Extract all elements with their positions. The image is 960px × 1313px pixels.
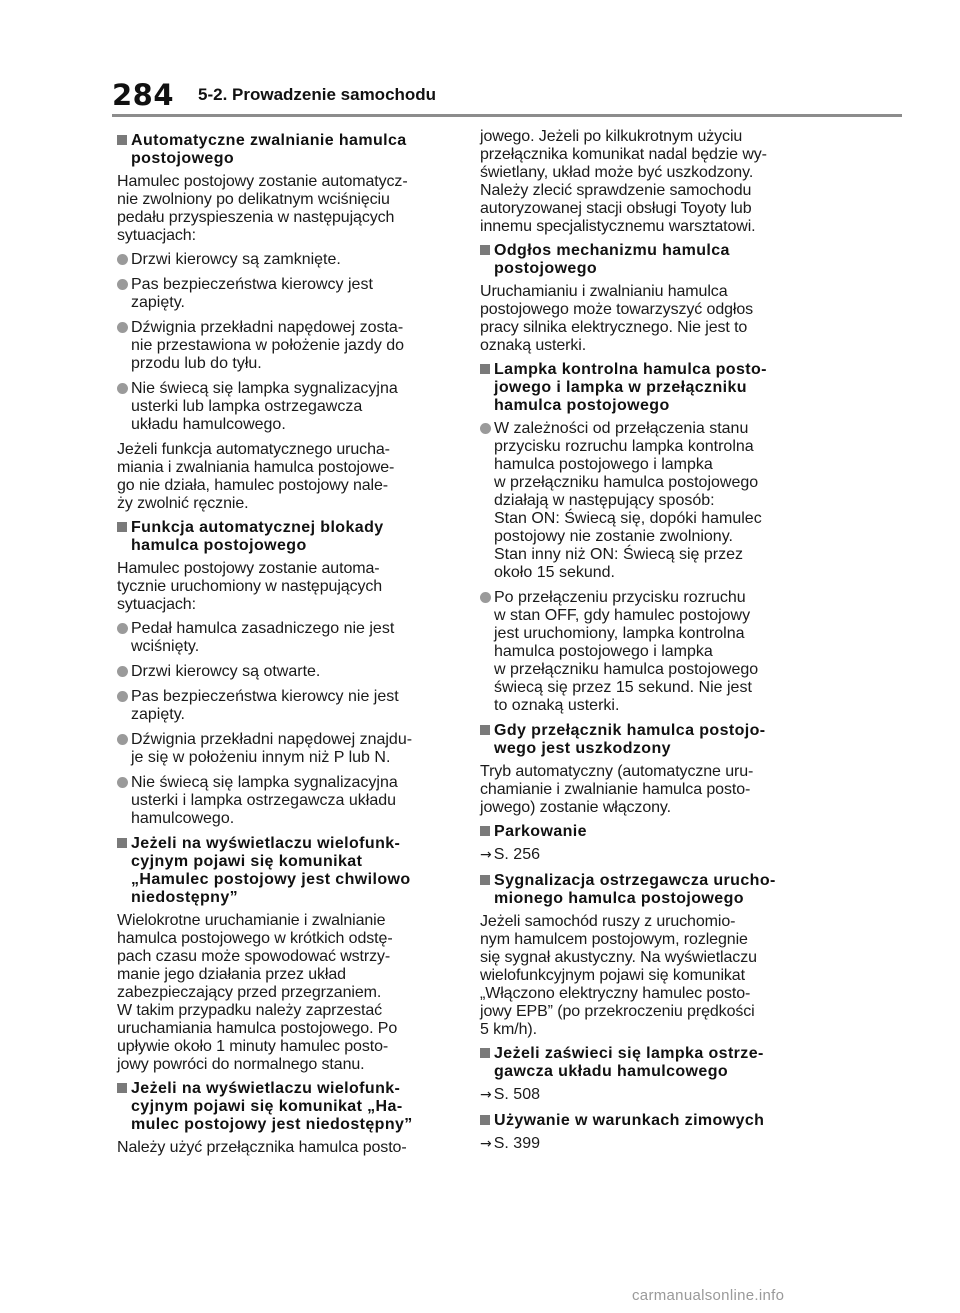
section-heading <box>480 1112 810 1130</box>
heading-text: Parkowanie <box>494 823 587 840</box>
heading-text: Jeżeli na wyświetlaczu wielofunk- cyjnym pojawi się komunikat „Ha- mulec postojowy jest niedostępny” <box>131 1080 413 1133</box>
list-item <box>117 251 452 269</box>
heading-text: Automatyczne zwalnianie hamulca postojowego <box>131 132 407 167</box>
section-heading <box>480 722 810 758</box>
para-text: Wielokrotne uruchamianie i zwalnianie hamulca postojowego w krótkich odstę- pach czasu może spowodować wstrzy- manie jego działania przez układ zabezpieczający przed przegrzaniem. W takim przypadku należy zaprzestać uruchamiania hamulca postojowego. Po upływie około 1 minuty hamulec posto- jowy powróci do normalnego stanu. <box>117 912 398 1073</box>
bullet-text: W zależności od przełączenia stanu przycisku rozruchu lampka kontrolna hamulca postojowego i lampka w przełączniku hamulca postojowego działają w następujący sposób: Stan ON: Świecą się, dopóki hamulec postojowy nie zostanie zwolniony. Stan inny niż ON: Świecą się przez około 15 sekund. <box>494 420 762 581</box>
section-heading <box>480 361 810 415</box>
list-item <box>117 731 452 767</box>
section-heading <box>480 823 810 841</box>
page-reference <box>480 846 810 864</box>
watermark: carmanualsonline.info <box>632 1287 785 1304</box>
round-bullet-icon <box>117 666 128 677</box>
ref-text: S. 508 <box>493 1086 540 1103</box>
para-text: Uruchamianiu i zwalnianiu hamulca postojowego może towarzyszyć odgłos pracy silnika elektrycznego. Nie jest to oznaką usterki. <box>480 283 754 354</box>
round-bullet-icon <box>117 322 128 333</box>
bullet-text: Dźwignia przekładni napędowej znajdu- je się w położeniu innym niż P lub N. <box>131 731 413 766</box>
list-item <box>480 420 810 582</box>
section-heading <box>480 872 810 908</box>
para-text: Tryb automatyczny (automatyczne uru- chamianie i zwalnianie hamulca posto- jowego) zostanie włączony. <box>480 763 754 816</box>
page-reference <box>480 1086 810 1104</box>
arrow-right-icon: → <box>480 1087 492 1103</box>
square-bullet-icon <box>480 1115 490 1125</box>
square-bullet-icon <box>117 1083 127 1093</box>
para-text: Należy użyć przełącznika hamulca posto- <box>117 1139 407 1156</box>
square-bullet-icon <box>117 135 127 145</box>
list-item <box>117 276 452 312</box>
list-item <box>117 620 452 656</box>
bullet-text: Pas bezpieczeństwa kierowcy jest zapięty. <box>131 276 373 311</box>
heading-text: Używanie w warunkach zimowych <box>494 1112 765 1129</box>
round-bullet-icon <box>480 592 491 603</box>
bullet-text: Nie świecą się lampka sygnalizacyjna usterki i lampka ostrzegawcza układu hamulcowego. <box>131 774 398 827</box>
heading-text: Jeżeli zaświeci się lampka ostrze- gawcza układu hamulcowego <box>494 1045 764 1080</box>
heading-text: Jeżeli na wyświetlaczu wielofunk- cyjnym pojawi się komunikat „Hamulec postojowy jest chwilowo niedostępny” <box>131 835 411 906</box>
section-heading <box>480 1045 810 1081</box>
list-item <box>117 688 452 724</box>
para-text: Hamulec postojowy zostanie automa- tycznie uruchomiony w następujących sytuacjach: <box>117 560 383 613</box>
section-title: 5-2. Prowadzenie samochodu <box>198 85 437 104</box>
list-item <box>117 380 452 434</box>
round-bullet-icon <box>117 734 128 745</box>
square-bullet-icon <box>480 1048 490 1058</box>
left-column <box>117 128 452 1163</box>
square-bullet-icon <box>117 522 127 532</box>
paragraph <box>480 283 810 355</box>
arrow-right-icon: → <box>480 847 492 863</box>
para-text: Jeżeli funkcja automatycznego urucha- miania i zwalniania hamulca postojowe- go nie działa, hamulec postojowy nale- ży zwolnić ręcznie. <box>117 441 395 512</box>
bullet-text: Dźwignia przekładni napędowej zosta- nie przestawiona w położenie jazdy do przodu lub do tyłu. <box>131 319 405 372</box>
bullet-text: Po przełączeniu przycisku rozruchu w stan OFF, gdy hamulec postojowy jest uruchomiony, lampka kontrolna hamulca postojowego i lampka w przełączniku hamulca postojowego świecą się przez 15 sekund. Nie jest to oznaką usterki. <box>494 589 759 714</box>
page-number: 284 <box>112 78 175 112</box>
para-text: Jeżeli samochód ruszy z uruchomio- nym hamulcem postojowym, rozlegnie się sygnał akustyczny. Na wyświetlaczu wielofunkcyjnym pojawi się komunikat „Włączono elektryczny hamulec posto- jowy EPB” (po przekroczeniu prędkości 5 km/h). <box>480 913 757 1038</box>
square-bullet-icon <box>117 838 127 848</box>
paragraph <box>480 913 810 1039</box>
heading-text: Lampka kontrolna hamulca posto- jowego i lampka w przełączniku hamulca postojowego <box>494 361 767 414</box>
round-bullet-icon <box>480 423 491 434</box>
list-item <box>480 589 810 715</box>
ref-text: S. 399 <box>493 1135 540 1152</box>
ref-text: S. 256 <box>493 846 540 863</box>
round-bullet-icon <box>117 383 128 394</box>
round-bullet-icon <box>117 777 128 788</box>
round-bullet-icon <box>117 254 128 265</box>
header-divider <box>112 114 902 117</box>
square-bullet-icon <box>480 826 490 836</box>
section-heading <box>117 519 452 555</box>
paragraph <box>117 560 452 614</box>
para-text: jowego. Jeżeli po kilkukrotnym użyciu przełącznika komunikat nadal będzie wy- świetlany, układ może być uszkodzony. Należy zlecić sprawdzenie samochodu autoryzowanej stacji obsługi Toyoty lub innemu specjalistycznemu warsztatowi. <box>480 128 767 235</box>
bullet-text: Pedał hamulca zasadniczego nie jest wciśnięty. <box>131 620 395 655</box>
section-heading <box>480 242 810 278</box>
square-bullet-icon <box>480 875 490 885</box>
square-bullet-icon <box>480 364 490 374</box>
square-bullet-icon <box>480 245 490 255</box>
bullet-text: Drzwi kierowcy są zamknięte. <box>131 251 341 268</box>
heading-text: Sygnalizacja ostrzegawcza urucho- mionego hamulca postojowego <box>494 872 776 907</box>
paragraph <box>117 173 452 245</box>
paragraph <box>480 763 810 817</box>
page-reference <box>480 1135 810 1153</box>
bullet-text: Pas bezpieczeństwa kierowcy nie jest zapięty. <box>131 688 399 723</box>
section-heading <box>117 132 452 168</box>
heading-text: Odgłos mechanizmu hamulca postojowego <box>494 242 730 277</box>
list-item <box>117 774 452 828</box>
paragraph <box>117 441 452 513</box>
right-column <box>480 128 810 1161</box>
list-item <box>117 319 452 373</box>
heading-text: Funkcja automatycznej blokady hamulca postojowego <box>131 519 384 554</box>
square-bullet-icon <box>480 725 490 735</box>
section-heading <box>117 1080 452 1134</box>
paragraph <box>480 128 810 236</box>
para-text: Hamulec postojowy zostanie automatycz- nie zwolniony po delikatnym wciśnięciu pedału przyspieszenia w następujących sytuacjach: <box>117 173 408 244</box>
round-bullet-icon <box>117 691 128 702</box>
round-bullet-icon <box>117 623 128 634</box>
list-item <box>117 663 452 681</box>
paragraph <box>117 1139 452 1157</box>
bullet-text: Drzwi kierowcy są otwarte. <box>131 663 321 680</box>
bullet-text: Nie świecą się lampka sygnalizacyjna usterki lub lampka ostrzegawcza układu hamulcowego. <box>131 380 398 433</box>
arrow-right-icon: → <box>480 1136 492 1152</box>
round-bullet-icon <box>117 279 128 290</box>
page-header <box>112 78 902 114</box>
heading-text: Gdy przełącznik hamulca postojo- wego jest uszkodzony <box>494 722 766 757</box>
paragraph <box>117 912 452 1074</box>
section-heading <box>117 835 452 907</box>
